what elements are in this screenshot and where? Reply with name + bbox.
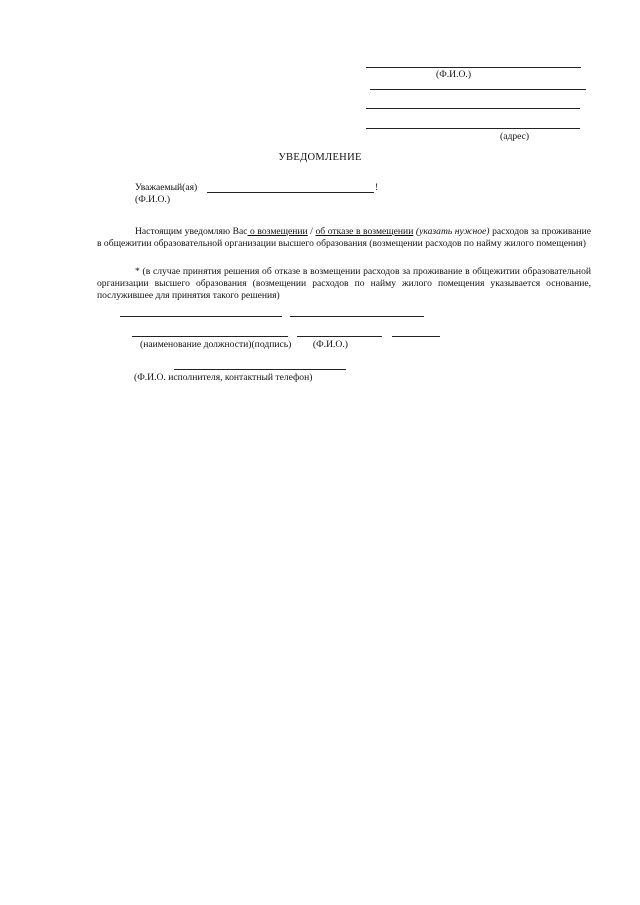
reason-line-1	[120, 316, 282, 317]
greeting-prefix: Уважаемый(ая)	[135, 182, 198, 193]
position-line	[132, 336, 288, 337]
greeting-fio-line	[207, 192, 374, 193]
notification-paragraph	[97, 226, 591, 250]
paragraph-intro: Настоящим уведомляю Вас	[135, 226, 248, 237]
document-title: УВЕДОМЛЕНИЕ	[278, 152, 362, 163]
option-hint: (указать нужное)	[415, 226, 490, 237]
signature-labels: (наименование должности)(подпись) (Ф.И.О.)	[140, 339, 348, 350]
option-separator: /	[307, 226, 316, 237]
executor-label: (Ф.И.О. исполнителя, контактный телефон)	[134, 372, 313, 383]
recipient-line-3	[366, 108, 580, 109]
refusal-reason-paragraph: * (в случае принятия решения об отказе в возмещении расходов за проживание в общежитии образовательной организации высшего образования (возмещении расходов по найму жилого помещения указывается основание, послужившее для принятия такого решения)	[97, 266, 591, 301]
paragraph-rest: расходов за проживание в общежитии образовательной организации высшего образования (возмещении расходов по найму жилого помещения)	[97, 226, 592, 249]
recipient-fio-label: (Ф.И.О.)	[436, 69, 472, 80]
executor-line	[174, 369, 346, 370]
option-reimbursement: о возмещении	[247, 226, 308, 237]
signer-fio-line	[392, 336, 440, 337]
reason-line-2	[290, 316, 424, 317]
signature-line	[297, 336, 382, 337]
greeting-fio-label: (Ф.И.О.)	[135, 194, 171, 205]
recipient-fio-line	[366, 67, 581, 68]
recipient-address-label: (адрес)	[500, 131, 530, 142]
greeting-suffix: !	[375, 182, 379, 193]
option-refusal: об отказе в возмещении	[315, 226, 414, 237]
recipient-line-2	[370, 89, 586, 90]
recipient-address-line	[366, 128, 580, 129]
